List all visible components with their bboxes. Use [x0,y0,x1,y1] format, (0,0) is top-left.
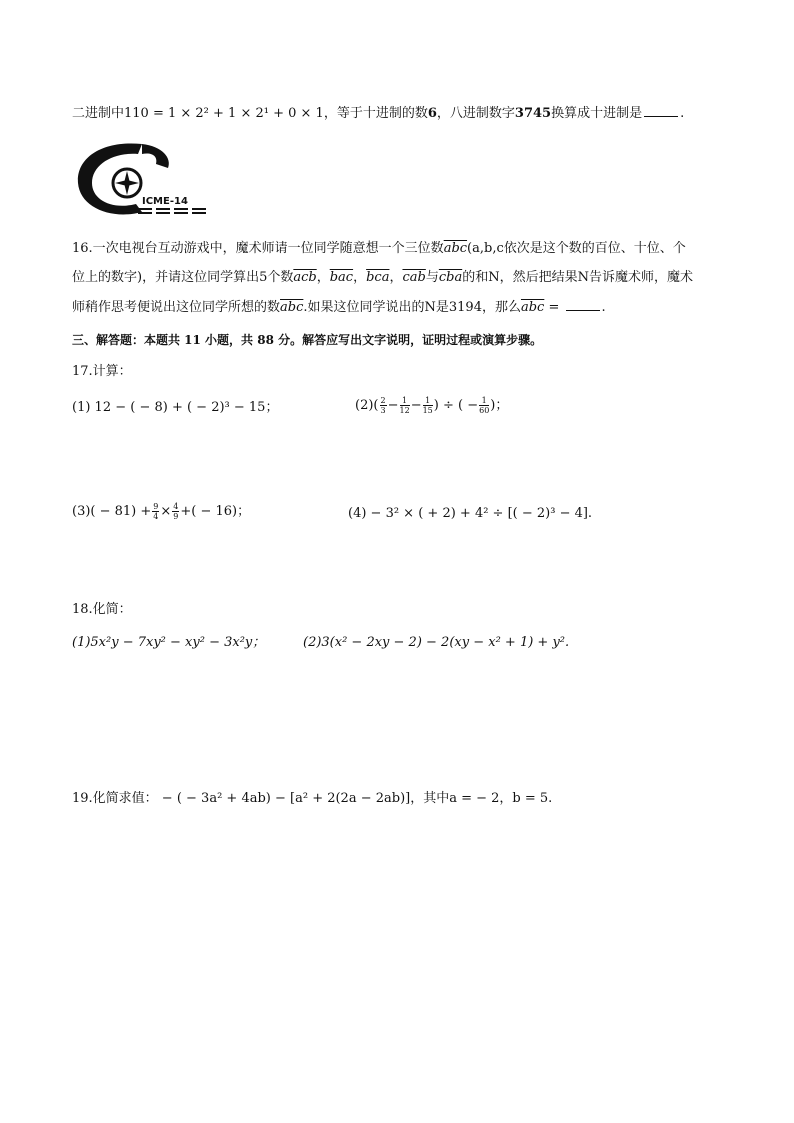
frac-1-12: $\frac{1}{12}$ [399,396,410,415]
intro-text-mid: ，等于十进制的数 [323,106,428,121]
overline-bca: $\overline{bca}$ [366,270,390,285]
q16-line-1 [72,240,686,258]
overline-bac: $\overline{bac}$ [329,270,354,285]
q16-text-1b: (a,b,c依次是这个数的百位、十位、个 [467,241,686,256]
q18-title: 18.化简： [72,602,132,617]
q19-text: 19.化简求值： − ( − 3a² + 4ab) − [a² + 2(2a − 2ab)]，其中a = − 2，b = 5. [72,791,553,806]
answer-blank-q16 [566,298,600,311]
q17-title: 17.计算： [72,364,132,379]
q17-part-3 [72,502,250,521]
frac-9-4: $\frac{9}{4}$ [153,502,159,521]
intro-text-before: 二进制中 [72,106,125,121]
frac-1-15: $\frac{1}{15}$ [422,396,433,415]
overline-abc-3: $\overline{abc}$ [520,300,545,315]
q16-text-3a: 师稍作思考便说出这位同学所想的数 [72,300,281,315]
q16-text-2a: 位上的数字)，并请这位同学算出5个数 [72,270,294,285]
frac-4-9: $\frac{4}{9}$ [173,502,179,521]
intro-binary-expression: 110 = 1 × 2² + 1 × 2¹ + 0 × 1 [124,106,324,121]
minus-sign-2: − [410,398,422,413]
q16-end-mark: . [601,300,606,315]
intro-text-end: 换算成十进制是 [551,106,643,121]
overline-abc-2: $\overline{abc}$ [280,300,304,315]
q16-text-1: 16.一次电视台互动游戏中，魔术师请一位同学随意想一个三位数 [72,241,444,256]
intro-text-after: ，八进制数字 [436,106,515,121]
q18-part-1: (1)5x²y − 7xy² − xy² − 3x²y； [72,635,266,650]
section-3-heading: 三、解答题：本题共 11 小题，共 88 分。解答应写出文字说明，证明过程或演算步骤。 [72,333,543,347]
q17-p2-open: (2)( [355,398,379,413]
answer-blank [644,104,678,117]
overline-cab: $\overline{cab}$ [402,270,426,285]
overline-acb: $\overline{acb}$ [293,270,317,285]
q16-line-2 [72,269,693,287]
q16-sep-2: ， [353,270,367,285]
intro-decimal-value: 6 [427,106,437,121]
q17-p3-c: +( − 16)； [180,504,251,519]
minus-sign: − [387,398,399,413]
frac-1-60: $\frac{1}{60}$ [479,396,490,415]
q16-equals: = [544,300,564,315]
q17-part-1: (1) 12 − ( − 8) + ( − 2)³ − 15； [72,400,279,415]
q17-part-2 [355,396,508,415]
intro-line [72,104,684,123]
overline-abc: $\overline{abc}$ [443,241,468,256]
q16-line-3 [72,298,606,317]
overline-cba: $\overline{cba}$ [438,270,463,285]
svg-text:ICME-14: ICME-14 [142,196,188,207]
q17-p3-a: (3)( − 81) + [72,504,152,519]
q16-text-2b: 的和N，然后把结果N告诉魔术师，魔术 [462,270,693,285]
q18-part-2: (2)3(x² − 2xy − 2) − 2(xy − x² + 1) + y². [303,635,570,650]
icme-logo [72,138,212,220]
q16-sep-1: ， [316,270,330,285]
q17-part-4: (4) − 3² × ( + 2) + 4² ÷ [( − 2)³ − 4]. [348,506,593,521]
q17-p2-divide: ) ÷ ( − [433,398,479,413]
intro-end-mark: . [680,106,685,121]
q16-sep-3: ， [389,270,403,285]
frac-2-3: $\frac{2}{3}$ [380,396,386,415]
q16-yu: 与 [425,270,439,285]
intro-octal-number: 3745 [514,106,552,121]
q17-p2-close: )； [490,398,509,413]
times-sign: × [160,504,172,519]
q16-text-3b: .如果这位同学说出的N是3194，那么 [303,300,521,315]
